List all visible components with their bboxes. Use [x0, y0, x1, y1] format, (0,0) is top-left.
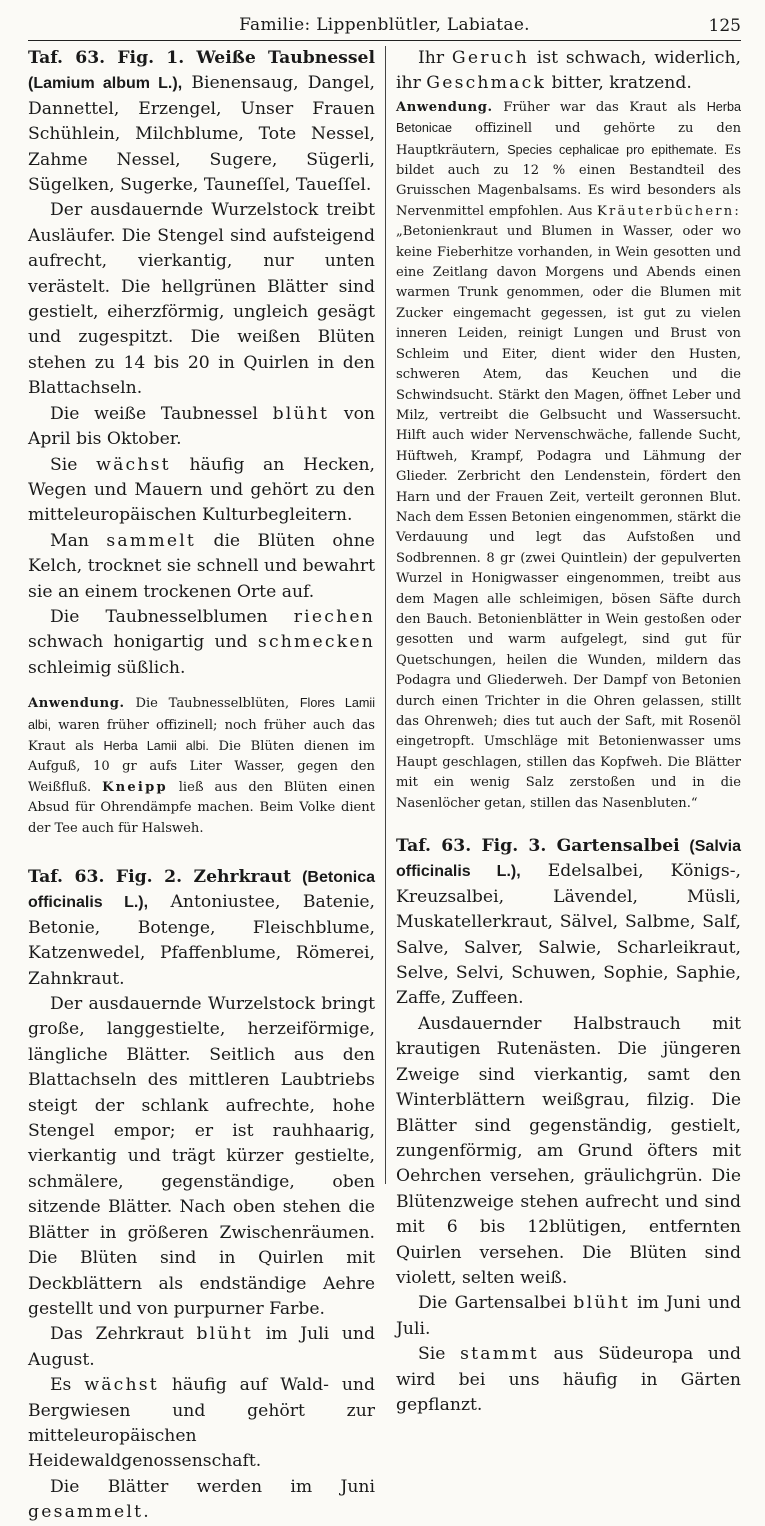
fig2-bloom: [28, 1322, 375, 1373]
latin-term: Species cephalicae pro epithemate.: [507, 142, 718, 157]
text-spaced: Kräuterbüchern:: [597, 203, 741, 219]
fig2-habitat: [28, 1373, 375, 1475]
page-number: 125: [708, 16, 741, 36]
text: waren früher offizinell; noch früher auch das Kraut als: [28, 717, 375, 754]
text: bitter, kratzend.: [551, 73, 692, 94]
text-spaced: blüht: [196, 1324, 254, 1345]
text: Ihr: [418, 48, 445, 68]
fig1-latin: (Lamium album L.),: [28, 75, 183, 93]
text: die Blüten ohne Kelch, trocknet sie schnell und bewahrt sie an einem trockenen Orte auf.: [28, 530, 375, 602]
usage-label: Anwendung.: [28, 696, 125, 712]
text: Früher war das Kraut als: [503, 99, 697, 115]
fig3-heading: [396, 834, 741, 1012]
text: im Juli und August.: [28, 1324, 375, 1370]
text-spaced: blüht: [573, 1293, 630, 1314]
text: Die Blätter werden im Juni: [50, 1476, 375, 1497]
text: Es bildet auch zu 12 % einen Bestandteil des Gruisschen Magenbalsams. Es wird besonders als Nervenmittel empfohlen. Aus: [396, 142, 741, 219]
fig1-usage: [28, 693, 375, 839]
text: schleimig süßlich.: [28, 657, 186, 678]
fig3-names: Edelsalbei, Königs-, Kreuzsalbei, Lävendel, Müsli, Muskatellerkraut, Sälvel, Salbme, Salf, Salve, Salver, Salwie, Scharleikraut, Selve, Selvi, Schuwen, Sophie, Saphie, Zaffe, Zuffeen.: [396, 861, 741, 1009]
text: von April bis Oktober.: [28, 403, 376, 450]
text: ist schwach, widerlich, ihr: [396, 48, 742, 94]
text: im Juni und Juli.: [396, 1293, 742, 1339]
text-spaced: blüht: [272, 403, 330, 424]
fig1-habitat: [28, 453, 375, 529]
usage-label: Anwendung.: [396, 99, 493, 115]
fig1-names: Bienensaug, Dangel, Dannettel, Erzengel, Unser Frauen Schühlein, Milchblume, Tote Nessel, Zahme Nessel, Sugere, Sügerli, Sügelken, Sugerke, Tauneſſel, Taueſſel.: [28, 73, 375, 196]
fig2-lead: Taf. 63. Fig. 2. Zehrkraut: [28, 867, 292, 887]
text: ließ aus den Blüten einen Absud für Ohrendämpfe machen. Beim Volke dient der Tee auch für Halsweh.: [28, 779, 375, 836]
text: „Betonienkraut und Blumen in Wasser, oder wo keine Fieberhitze vorhanden, in Wein gesotten und eine Zeitlang davon Morgens und Abends einen warmen Trunk genommen, oder die Blumen mit Zucker eingemacht gegessen, ist gut zu vielen inneren Leiden, reinigt Lungen und Brust von Schleim und Eiter, dient wider den Husten, schweren Atem, das Keuchen und die Schwindsucht. Stärkt den Magen, öffnet Leber und Milz, vertreibt die Gelbsucht und Wassersucht. Hilft auch wider Nervenschwäche, fallende Sucht, Hüftweh, Krampf, Podagra und Lähmung der Glieder. Zerbricht den Lendenstein, fördert den Harn und der Frauen Zeit, verteilt geronnen Blut. Nach dem Essen Betonien eingenommen, stärkt die Verdauung und legt das Aufstoßen und Sodbrennen. 8 gr (zwei Quintlein) der gepulverten Wurzel in Honigwasser eingenommen, treibt aus dem Magen alle schleimigen, bösen Säfte durch den Bauch. Betonienblätter in Wein gestoßen oder gesotten und warm aufgelegt, sind gut für Quetschungen, heilen die Wunden, mildern das Podagra und Gliederweh. Der Dampf von Betonien durch einen Trichter in die Ohren gelassen, stillt das Ohrenweh; dies tut auch der Saft, mit Rosenöl eingetropft. Umschläge mit Betonienwasser ums Haupt geschlagen, stillen das Kopfweh. Die Blätter mit ein wenig Salz zerstoßen und in die Nasenlöcher getan, stillen das Nasenbluten.“: [396, 224, 741, 811]
fig2-heading: [28, 865, 375, 992]
fig3-description: Ausdauernder Halbstrauch mit krautigen Rutenästen. Die jüngeren Zweige sind vierkantig, samt den Winterblättern weißgrau, filzig. Die Blätter sind gegenständig, gestielt, zungenförmig, am Grund öfters mit Oehrchen versehen, gräulichgrün. Die Blütenzweige stehen aufrecht und sind mit 6 bis 12blütigen, entfernten Quirlen versehen. Die Blüten sind violett, selten weiß.: [396, 1013, 741, 1288]
fig2-usage: [396, 97, 741, 814]
right-column: [396, 46, 742, 1415]
fig1-description: Der ausdauernde Wurzelstock treibt Ausläufer. Die Stengel sind aufsteigend aufrecht, vierkantig, nur unten verästelt. Die hellgrünen Blätter sind gestielt, eiherzförmig, ungleich gesägt und zugespitzt. Die weißen Blüten stehen zu 14 bis 20 in Quirlen in den Blattachseln.: [28, 200, 375, 399]
fig2-smell: [396, 46, 741, 97]
text: Das Zehrkraut: [50, 1324, 184, 1345]
text-spaced: stammt: [460, 1344, 539, 1365]
fig2-latin: (Betonica officinalis L.),: [28, 869, 375, 912]
text-spaced: wächst: [96, 454, 171, 475]
fig3-origin: [396, 1342, 741, 1418]
text: Man: [50, 530, 89, 551]
fig3-latin: (Salvia officinalis L.),: [396, 838, 742, 881]
fig1-collect: [28, 529, 375, 605]
text-spaced: Kneipp: [102, 779, 168, 795]
text-spaced: Geruch: [451, 48, 529, 68]
latin-term: Herba Betonicae: [396, 99, 742, 136]
text: häufig auf Wald- und Bergwiesen und gehört zur mitteleuropäischen Heidewaldgenossenschaft.: [28, 1375, 376, 1472]
text: offizinell und gehörte zu den Hauptkräutern,: [396, 121, 741, 158]
text: Die Gartensalbei: [418, 1293, 567, 1314]
fig3-lead: Taf. 63. Fig. 3. Gartensalbei: [396, 836, 680, 857]
text: Die Blüten dienen im Aufguß, 10 gr aufs Liter Wasser, gegen den Weißfluß.: [28, 738, 376, 795]
text-spaced: schmecken: [257, 632, 375, 653]
text: Die weiße Taubnessel: [50, 403, 258, 424]
page-header: [28, 10, 741, 41]
fig1-lead: Taf. 63. Fig. 1. Weiße Taubnessel: [28, 48, 375, 68]
text: Sie: [50, 454, 78, 475]
fig3-bloom: [396, 1291, 741, 1342]
fig1-heading: [28, 46, 375, 198]
latin-term: Flores Lamii albi,: [28, 696, 376, 732]
text: schwach honigartig und: [28, 632, 248, 653]
fig2-description: Der ausdauernde Wurzelstock bringt große, langgestielte, herzeiförmige, längliche Blätter. Seitlich aus den Blattachseln des mittleren Laubtriebs steigt der schlank aufrechte, hohe Stengel empor; er ist rauhhaarig, vierkantig und trägt kürzer gestielte, schmälere, gegenständige, oben sitzende Blätter. Nach oben stehen die Blätter in größeren Zwischenräumen. Die Blüten sind in Quirlen mit Deckblättern als endständige Aehre gestellt und von purpurner Farbe.: [28, 994, 375, 1319]
latin-term: Herba Lamii albi.: [103, 738, 209, 753]
text-spaced: gesammelt.: [28, 1502, 151, 1523]
text-spaced: Geschmack: [426, 73, 547, 94]
text-spaced: wächst: [84, 1375, 159, 1396]
text: aus Südeuropa und wird bei uns häufig in Gärten gepflanzt.: [396, 1344, 741, 1415]
column-divider: [385, 46, 386, 1184]
fig2-names: Antoniustee, Batenie, Betonie, Botenge, Fleischblume, Katzenwedel, Pfaffenblume, Römerei, Zahnkraut.: [28, 892, 375, 989]
text: häufig an Hecken, Wegen und Mauern und gehört zu den mitteleuropäischen Kulturbegleitern.: [28, 454, 375, 526]
text-spaced: sammelt: [106, 530, 196, 551]
text: Die Taubnesselblüten,: [135, 696, 290, 712]
fig1-smell: [28, 605, 375, 681]
text: Sie: [418, 1344, 446, 1365]
fig1-bloom: [28, 402, 375, 453]
left-column: [28, 46, 376, 1523]
text: Es: [50, 1375, 72, 1396]
text: Die Taubnesselblumen: [50, 606, 268, 627]
running-title: Familie: Lippenblütler, Labiatae.: [239, 15, 530, 35]
fig2-collect: [28, 1475, 375, 1526]
text-spaced: riechen: [293, 606, 375, 627]
